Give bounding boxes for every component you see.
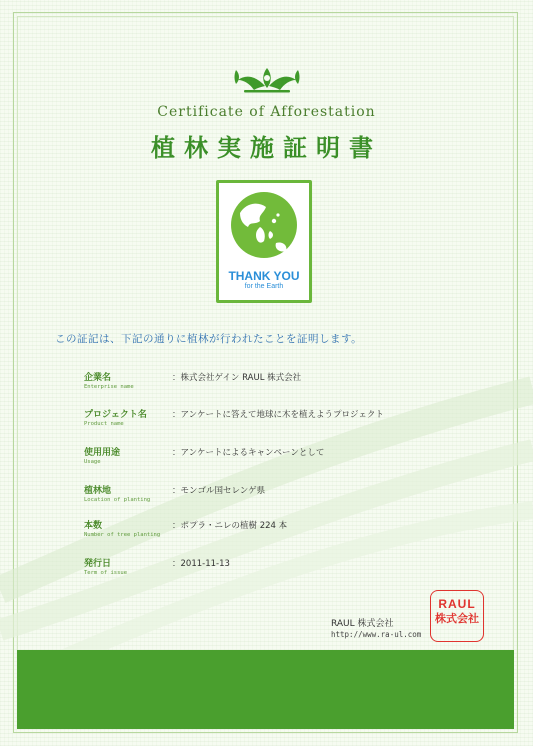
field-usage [84, 448, 325, 466]
stamp-line-2: 株式会社 [435, 612, 479, 625]
field-label: 本数 [84, 521, 103, 531]
thank-you-earth-logo [216, 180, 312, 303]
footer-green-band [17, 650, 514, 729]
company-seal-stamp [430, 590, 484, 642]
leaf-ornament-icon [232, 64, 302, 94]
field-sublabel: Enterprise name [84, 384, 134, 390]
field-label: 使用用途 [84, 448, 121, 458]
field-project [84, 410, 384, 428]
title-japanese: 植林実施証明書 [151, 134, 382, 162]
field-value: ：2011-11-13 [172, 559, 230, 569]
field-value: ：アンケートに答えて地球に木を植えようプロジェクト [172, 410, 384, 420]
field-value: ：アンケートによるキャンペーンとして [172, 448, 325, 458]
logo-for-the-earth: for the Earth [244, 283, 284, 290]
issuer-url-link[interactable]: http://www.ra-ul.com [331, 630, 422, 639]
certification-statement: この証記は、下記の通りに植林が行われたことを証明します。 [55, 333, 363, 345]
field-issue-date [84, 559, 230, 577]
field-value: ：モンゴル国セレンゲ県 [172, 486, 266, 496]
logo-thank-you: THANK YOU [228, 269, 300, 283]
field-sublabel: Term of issue [84, 570, 128, 576]
field-value: ：ポプラ・ニレの植樹 224 本 [172, 521, 288, 531]
field-location [84, 486, 266, 504]
field-label: 企業名 [84, 373, 112, 383]
field-label: 発行日 [84, 559, 112, 569]
issuer-company: RAUL 株式会社 [331, 619, 394, 629]
globe-icon [230, 191, 298, 259]
field-sublabel: Location of planting [84, 497, 151, 503]
stamp-line-1: RAUL [438, 597, 476, 611]
field-label: 植林地 [84, 486, 112, 496]
field-sublabel: Usage [84, 459, 101, 465]
field-enterprise [84, 373, 302, 391]
field-sublabel: Number of tree planting [84, 532, 161, 538]
title-english: Certificate of Afforestation [157, 104, 376, 120]
field-label: プロジェクト名 [84, 410, 147, 420]
field-tree-count [84, 521, 288, 539]
field-value: ：株式会社ゲイン RAUL 株式会社 [172, 373, 302, 383]
field-sublabel: Product name [84, 421, 124, 427]
